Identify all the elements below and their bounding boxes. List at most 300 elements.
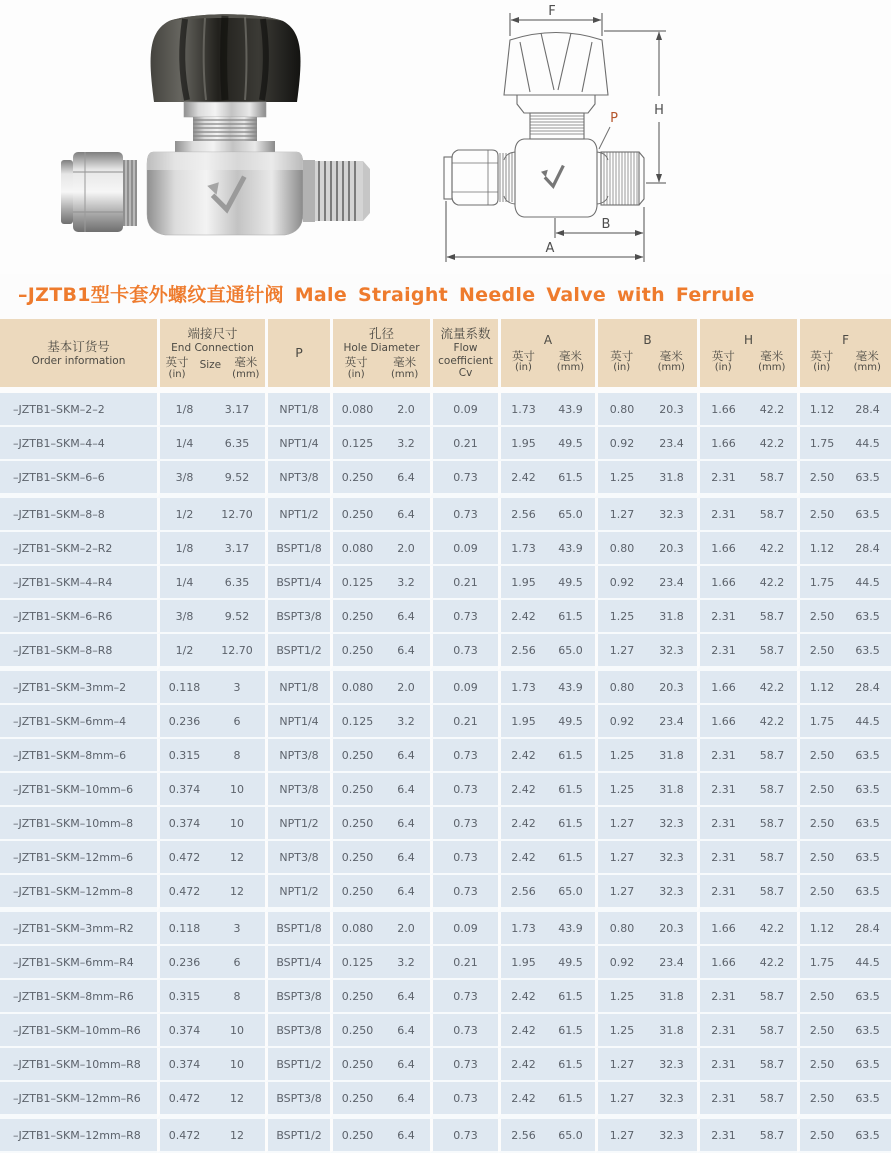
value-cell: 58.7 xyxy=(747,634,797,671)
value-cell: NPT1/4 xyxy=(265,705,330,739)
value-cell: BSPT1/2 xyxy=(265,1048,330,1082)
value-cell: 1.73 xyxy=(498,532,546,566)
value-cell: 12 xyxy=(209,875,265,912)
value-cell: 63.5 xyxy=(844,1082,891,1119)
value-cell: 2.42 xyxy=(498,739,546,773)
value-cell: 0.21 xyxy=(430,946,498,980)
value-cell: 0.118 xyxy=(157,912,209,946)
value-cell: 0.73 xyxy=(430,634,498,671)
value-cell: 3 xyxy=(209,912,265,946)
spec-table xyxy=(0,319,891,1153)
value-cell: 58.7 xyxy=(747,807,797,841)
value-cell: 0.472 xyxy=(157,841,209,875)
value-cell: 23.4 xyxy=(646,427,697,461)
value-cell: 20.3 xyxy=(646,393,697,427)
value-cell: 1.66 xyxy=(697,566,747,600)
value-cell: 2.0 xyxy=(382,532,430,566)
value-cell: 2.42 xyxy=(498,600,546,634)
value-cell: 1.66 xyxy=(697,427,747,461)
value-cell: 1.27 xyxy=(595,1082,646,1119)
value-cell: 28.4 xyxy=(844,393,891,427)
value-cell: 58.7 xyxy=(747,875,797,912)
table-row xyxy=(0,1119,891,1153)
value-cell: BSPT3/8 xyxy=(265,600,330,634)
value-cell: 63.5 xyxy=(844,461,891,498)
dim-label-a: A xyxy=(545,241,555,256)
value-cell: 2.31 xyxy=(697,1082,747,1119)
value-cell: 0.125 xyxy=(330,566,382,600)
col-header-hole-diameter: 孔径 Hole Diameter 英寸 (in) 毫米 (mm) xyxy=(330,319,430,393)
value-cell: 2.42 xyxy=(498,1014,546,1048)
value-cell: 1.75 xyxy=(797,427,844,461)
value-cell: 2.50 xyxy=(797,498,844,532)
valve-diagram xyxy=(438,0,788,272)
value-cell: 0.125 xyxy=(330,705,382,739)
value-cell: 3.2 xyxy=(382,946,430,980)
order-code-cell: –JZTB1–SKM–8–R8 xyxy=(0,634,157,671)
value-cell: 2.0 xyxy=(382,393,430,427)
order-code-cell: –JZTB1–SKM–6mm–4 xyxy=(0,705,157,739)
value-cell: 1.75 xyxy=(797,946,844,980)
value-cell: 0.250 xyxy=(330,498,382,532)
value-cell: 0.315 xyxy=(157,980,209,1014)
product-images xyxy=(0,0,891,274)
order-code-cell: –JZTB1–SKM–2–2 xyxy=(0,393,157,427)
value-cell: 42.2 xyxy=(747,393,797,427)
value-cell: 32.3 xyxy=(646,807,697,841)
male-thread-end xyxy=(303,160,370,222)
value-cell: 1.66 xyxy=(697,705,747,739)
value-cell: 61.5 xyxy=(546,1014,595,1048)
value-cell: 1/4 xyxy=(157,566,209,600)
order-code-cell: –JZTB1–SKM–4–R4 xyxy=(0,566,157,600)
value-cell: 1.95 xyxy=(498,705,546,739)
value-cell: 28.4 xyxy=(844,532,891,566)
value-cell: 43.9 xyxy=(546,912,595,946)
value-cell: 2.42 xyxy=(498,1082,546,1119)
value-cell: 0.125 xyxy=(330,427,382,461)
value-cell: 6.4 xyxy=(382,1014,430,1048)
value-cell: 8 xyxy=(209,739,265,773)
value-cell: 6 xyxy=(209,705,265,739)
table-row xyxy=(0,841,891,875)
value-cell: 1.95 xyxy=(498,566,546,600)
value-cell: NPT3/8 xyxy=(265,739,330,773)
value-cell: 1.75 xyxy=(797,705,844,739)
value-cell: 0.080 xyxy=(330,671,382,705)
value-cell: 6.4 xyxy=(382,634,430,671)
value-cell: 49.5 xyxy=(546,566,595,600)
value-cell: 31.8 xyxy=(646,1014,697,1048)
value-cell: 2.31 xyxy=(697,980,747,1014)
value-cell: 58.7 xyxy=(747,1119,797,1153)
value-cell: 0.73 xyxy=(430,773,498,807)
order-code-cell: –JZTB1–SKM–10mm–8 xyxy=(0,807,157,841)
value-cell: 1.12 xyxy=(797,671,844,705)
value-cell: 1.95 xyxy=(498,427,546,461)
value-cell: 0.73 xyxy=(430,1119,498,1153)
value-cell: 58.7 xyxy=(747,1082,797,1119)
value-cell: 12 xyxy=(209,841,265,875)
value-cell: 43.9 xyxy=(546,532,595,566)
value-cell: BSPT1/8 xyxy=(265,532,330,566)
value-cell: 6.4 xyxy=(382,739,430,773)
value-cell: 0.374 xyxy=(157,1014,209,1048)
value-cell: 0.374 xyxy=(157,1048,209,1082)
value-cell: 61.5 xyxy=(546,461,595,498)
table-row xyxy=(0,1014,891,1048)
value-cell: 0.250 xyxy=(330,807,382,841)
dim-label-b: B xyxy=(601,217,611,232)
value-cell: 6.4 xyxy=(382,980,430,1014)
valve-thread-neck xyxy=(193,117,257,143)
value-cell: 1/8 xyxy=(157,532,209,566)
value-cell: 61.5 xyxy=(546,600,595,634)
value-cell: 1.27 xyxy=(595,498,646,532)
value-cell: 1.27 xyxy=(595,875,646,912)
value-cell: 1.27 xyxy=(595,807,646,841)
col-header-flow-coefficient: 流量系数 Flow coefficient Cv xyxy=(430,319,498,393)
value-cell: 44.5 xyxy=(844,566,891,600)
value-cell: 0.73 xyxy=(430,841,498,875)
value-cell: 2.50 xyxy=(797,1119,844,1153)
value-cell: 32.3 xyxy=(646,498,697,532)
table-row xyxy=(0,461,891,498)
value-cell: 63.5 xyxy=(844,807,891,841)
value-cell: 63.5 xyxy=(844,1048,891,1082)
value-cell: 6.4 xyxy=(382,1048,430,1082)
value-cell: 0.09 xyxy=(430,671,498,705)
value-cell: 0.80 xyxy=(595,393,646,427)
value-cell: 1.27 xyxy=(595,841,646,875)
value-cell: 23.4 xyxy=(646,566,697,600)
value-cell: 12 xyxy=(209,1119,265,1153)
value-cell: 65.0 xyxy=(546,498,595,532)
value-cell: 0.80 xyxy=(595,532,646,566)
value-cell: 2.0 xyxy=(382,671,430,705)
table-row xyxy=(0,739,891,773)
value-cell: 1.25 xyxy=(595,773,646,807)
value-cell: 63.5 xyxy=(844,1014,891,1048)
value-cell: 0.315 xyxy=(157,739,209,773)
value-cell: NPT1/2 xyxy=(265,875,330,912)
order-code-cell: –JZTB1–SKM–10mm–R8 xyxy=(0,1048,157,1082)
table-row xyxy=(0,671,891,705)
value-cell: 58.7 xyxy=(747,980,797,1014)
value-cell: 0.250 xyxy=(330,773,382,807)
value-cell: NPT1/2 xyxy=(265,498,330,532)
value-cell: 3.17 xyxy=(209,393,265,427)
value-cell: 42.2 xyxy=(747,532,797,566)
value-cell: 2.56 xyxy=(498,634,546,671)
order-code-cell: –JZTB1–SKM–12mm–R8 xyxy=(0,1119,157,1153)
value-cell: 12.70 xyxy=(209,498,265,532)
ferrule-nut xyxy=(61,152,137,232)
value-cell: 2.31 xyxy=(697,634,747,671)
value-cell: 2.50 xyxy=(797,600,844,634)
value-cell: 2.42 xyxy=(498,980,546,1014)
value-cell: 1.27 xyxy=(595,634,646,671)
order-code-cell: –JZTB1–SKM–6–R6 xyxy=(0,600,157,634)
value-cell: 58.7 xyxy=(747,739,797,773)
value-cell: 0.250 xyxy=(330,1082,382,1119)
value-cell: 20.3 xyxy=(646,912,697,946)
col-header-f: F 英寸 (in) 毫米 (mm) xyxy=(797,319,891,393)
value-cell: 2.42 xyxy=(498,807,546,841)
value-cell: 6.4 xyxy=(382,1082,430,1119)
value-cell: 31.8 xyxy=(646,980,697,1014)
value-cell: 2.0 xyxy=(382,912,430,946)
p-leader-line xyxy=(599,127,610,149)
value-cell: 1.25 xyxy=(595,600,646,634)
value-cell: 23.4 xyxy=(646,705,697,739)
value-cell: 42.2 xyxy=(747,705,797,739)
value-cell: 49.5 xyxy=(546,705,595,739)
value-cell: 0.73 xyxy=(430,600,498,634)
table-row xyxy=(0,912,891,946)
value-cell: 0.80 xyxy=(595,671,646,705)
value-cell: 2.56 xyxy=(498,875,546,912)
value-cell: NPT1/8 xyxy=(265,393,330,427)
table-row xyxy=(0,532,891,566)
col-header-end-connection: 端接尺寸 End Connection 英寸 (in) Size 毫米 (mm) xyxy=(157,319,265,393)
order-code-cell: –JZTB1–SKM–2–R2 xyxy=(0,532,157,566)
value-cell: 0.118 xyxy=(157,671,209,705)
value-cell: 2.31 xyxy=(697,1014,747,1048)
value-cell: 3 xyxy=(209,671,265,705)
value-cell: BSPT3/8 xyxy=(265,1082,330,1119)
value-cell: 0.250 xyxy=(330,841,382,875)
value-cell: 0.236 xyxy=(157,705,209,739)
value-cell: 44.5 xyxy=(844,946,891,980)
value-cell: 3.17 xyxy=(209,532,265,566)
value-cell: 61.5 xyxy=(546,739,595,773)
value-cell: 0.472 xyxy=(157,1119,209,1153)
value-cell: 2.42 xyxy=(498,461,546,498)
value-cell: 6.35 xyxy=(209,566,265,600)
value-cell: 2.50 xyxy=(797,461,844,498)
value-cell: 1.25 xyxy=(595,980,646,1014)
valve-collar xyxy=(184,102,266,117)
table-row xyxy=(0,1048,891,1082)
value-cell: 65.0 xyxy=(546,1119,595,1153)
value-cell: 6.4 xyxy=(382,600,430,634)
value-cell: 44.5 xyxy=(844,705,891,739)
value-cell: NPT1/2 xyxy=(265,807,330,841)
order-code-cell: –JZTB1–SKM–3mm–R2 xyxy=(0,912,157,946)
value-cell: NPT1/8 xyxy=(265,671,330,705)
value-cell: 1.25 xyxy=(595,739,646,773)
table-row xyxy=(0,1082,891,1119)
value-cell: 0.73 xyxy=(430,739,498,773)
value-cell: 0.73 xyxy=(430,498,498,532)
value-cell: 0.374 xyxy=(157,807,209,841)
value-cell: 20.3 xyxy=(646,671,697,705)
value-cell: 0.73 xyxy=(430,1048,498,1082)
order-code-cell: –JZTB1–SKM–12mm–R6 xyxy=(0,1082,157,1119)
col-header-p: P xyxy=(265,319,330,393)
value-cell: 65.0 xyxy=(546,875,595,912)
value-cell: 31.8 xyxy=(646,600,697,634)
value-cell: 2.50 xyxy=(797,634,844,671)
value-cell: 61.5 xyxy=(546,841,595,875)
value-cell: 2.50 xyxy=(797,841,844,875)
value-cell: 12 xyxy=(209,1082,265,1119)
value-cell: 58.7 xyxy=(747,1048,797,1082)
value-cell: 6.4 xyxy=(382,841,430,875)
value-cell: 0.21 xyxy=(430,566,498,600)
value-cell: 1.73 xyxy=(498,912,546,946)
value-cell: 0.92 xyxy=(595,427,646,461)
value-cell: 2.42 xyxy=(498,773,546,807)
col-header-order-info: 基本订货号 Order information xyxy=(0,319,157,393)
value-cell: 2.56 xyxy=(498,498,546,532)
value-cell: 42.2 xyxy=(747,946,797,980)
order-code-cell: –JZTB1–SKM–8–8 xyxy=(0,498,157,532)
spec-table-body xyxy=(0,393,891,1153)
value-cell: 3/8 xyxy=(157,600,209,634)
value-cell: 0.92 xyxy=(595,946,646,980)
value-cell: 63.5 xyxy=(844,875,891,912)
value-cell: 10 xyxy=(209,807,265,841)
value-cell: NPT3/8 xyxy=(265,461,330,498)
value-cell: 2.50 xyxy=(797,875,844,912)
value-cell: 0.09 xyxy=(430,532,498,566)
order-code-cell: –JZTB1–SKM–6–6 xyxy=(0,461,157,498)
table-row xyxy=(0,566,891,600)
value-cell: 6.4 xyxy=(382,773,430,807)
value-cell: 32.3 xyxy=(646,634,697,671)
value-cell: 0.080 xyxy=(330,393,382,427)
value-cell: 0.080 xyxy=(330,912,382,946)
value-cell: 63.5 xyxy=(844,600,891,634)
order-code-cell: –JZTB1–SKM–12mm–6 xyxy=(0,841,157,875)
value-cell: 1/8 xyxy=(157,393,209,427)
value-cell: 1/2 xyxy=(157,498,209,532)
value-cell: 58.7 xyxy=(747,498,797,532)
value-cell: 63.5 xyxy=(844,739,891,773)
value-cell: 6.4 xyxy=(382,461,430,498)
order-code-cell: –JZTB1–SKM–10mm–6 xyxy=(0,773,157,807)
value-cell: 63.5 xyxy=(844,841,891,875)
value-cell: 0.250 xyxy=(330,634,382,671)
value-cell: 31.8 xyxy=(646,773,697,807)
value-cell: 0.73 xyxy=(430,1014,498,1048)
value-cell: 61.5 xyxy=(546,807,595,841)
table-row xyxy=(0,393,891,427)
value-cell: 0.472 xyxy=(157,1082,209,1119)
value-cell: 1.73 xyxy=(498,393,546,427)
value-cell: 0.92 xyxy=(595,566,646,600)
value-cell: 1.12 xyxy=(797,393,844,427)
value-cell: 1.66 xyxy=(697,393,747,427)
order-code-cell: –JZTB1–SKM–10mm–R6 xyxy=(0,1014,157,1048)
value-cell: 3/8 xyxy=(157,461,209,498)
value-cell: 0.73 xyxy=(430,980,498,1014)
value-cell: 0.09 xyxy=(430,912,498,946)
value-cell: 0.73 xyxy=(430,807,498,841)
value-cell: 6 xyxy=(209,946,265,980)
value-cell: 2.42 xyxy=(498,1048,546,1082)
value-cell: 3.2 xyxy=(382,705,430,739)
value-cell: 2.50 xyxy=(797,739,844,773)
value-cell: 6.4 xyxy=(382,1119,430,1153)
value-cell: 58.7 xyxy=(747,773,797,807)
value-cell: BSPT3/8 xyxy=(265,980,330,1014)
value-cell: 61.5 xyxy=(546,773,595,807)
value-cell: 0.80 xyxy=(595,912,646,946)
value-cell: 6.4 xyxy=(382,498,430,532)
dim-label-p: P xyxy=(610,111,618,126)
value-cell: 0.09 xyxy=(430,393,498,427)
value-cell: 61.5 xyxy=(546,1048,595,1082)
value-cell: 58.7 xyxy=(747,600,797,634)
value-cell: NPT3/8 xyxy=(265,773,330,807)
value-cell: 2.31 xyxy=(697,461,747,498)
table-row xyxy=(0,705,891,739)
value-cell: 10 xyxy=(209,1048,265,1082)
value-cell: 0.21 xyxy=(430,705,498,739)
value-cell: 63.5 xyxy=(844,773,891,807)
value-cell: 2.31 xyxy=(697,773,747,807)
value-cell: 43.9 xyxy=(546,671,595,705)
dim-label-h: H xyxy=(654,103,664,118)
value-cell: 1.73 xyxy=(498,671,546,705)
valve-body xyxy=(147,141,303,235)
value-cell: BSPT1/4 xyxy=(265,946,330,980)
value-cell: 20.3 xyxy=(646,532,697,566)
table-row xyxy=(0,600,891,634)
value-cell: 28.4 xyxy=(844,912,891,946)
value-cell: 9.52 xyxy=(209,600,265,634)
value-cell: 2.31 xyxy=(697,600,747,634)
table-row xyxy=(0,498,891,532)
value-cell: 0.250 xyxy=(330,875,382,912)
value-cell: 63.5 xyxy=(844,498,891,532)
value-cell: 0.250 xyxy=(330,1119,382,1153)
value-cell: 42.2 xyxy=(747,566,797,600)
table-row xyxy=(0,807,891,841)
value-cell: 2.31 xyxy=(697,1119,747,1153)
value-cell: 0.73 xyxy=(430,875,498,912)
value-cell: 0.472 xyxy=(157,875,209,912)
value-cell: 2.42 xyxy=(498,841,546,875)
col-header-a: A 英寸 (in) 毫米 (mm) xyxy=(498,319,595,393)
value-cell: 2.50 xyxy=(797,1048,844,1082)
table-row xyxy=(0,946,891,980)
value-cell: 49.5 xyxy=(546,946,595,980)
value-cell: BSPT1/2 xyxy=(265,1119,330,1153)
value-cell: 2.50 xyxy=(797,773,844,807)
value-cell: 1.27 xyxy=(595,1119,646,1153)
value-cell: NPT3/8 xyxy=(265,841,330,875)
value-cell: 10 xyxy=(209,1014,265,1048)
value-cell: BSPT1/8 xyxy=(265,912,330,946)
value-cell: 0.250 xyxy=(330,980,382,1014)
value-cell: 0.73 xyxy=(430,461,498,498)
value-cell: 44.5 xyxy=(844,427,891,461)
dim-label-f: F xyxy=(548,4,556,19)
value-cell: 0.250 xyxy=(330,739,382,773)
value-cell: 1.12 xyxy=(797,912,844,946)
value-cell: 0.374 xyxy=(157,773,209,807)
value-cell: 1/2 xyxy=(157,634,209,671)
value-cell: 49.5 xyxy=(546,427,595,461)
value-cell: 63.5 xyxy=(844,634,891,671)
table-header-row xyxy=(0,319,891,393)
value-cell: 3.2 xyxy=(382,427,430,461)
value-cell: 61.5 xyxy=(546,980,595,1014)
